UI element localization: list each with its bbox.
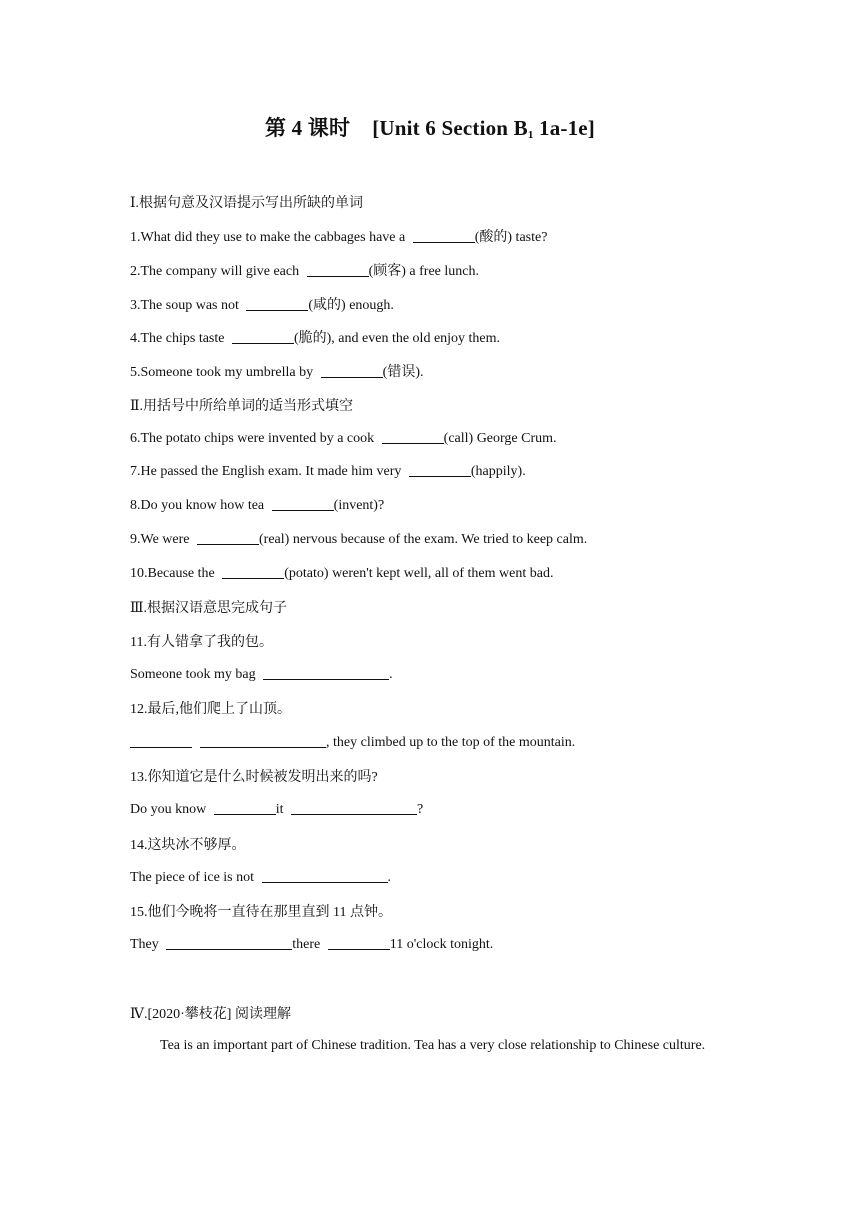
- section-2-heading: Ⅱ.用括号中所给单词的适当形式填空: [130, 399, 354, 414]
- question-9: 9.We were (real) nervous because of the exam. We tried to keep calm.: [130, 532, 588, 547]
- answer-blank[interactable]: [328, 935, 390, 950]
- answer-blank[interactable]: [214, 800, 276, 815]
- question-11-chinese: 11.有人错拿了我的包。: [130, 635, 273, 650]
- answer-blank[interactable]: [291, 800, 417, 815]
- question-14-chinese: 14.这块冰不够厚。: [130, 838, 246, 853]
- section-1-heading: Ⅰ.根据句意及汉语提示写出所缺的单词: [130, 196, 364, 211]
- question-1: 1.What did they use to make the cabbages have a (酸的) taste?: [130, 230, 548, 245]
- question-2: 2.The company will give each (顾客) a free lunch.: [130, 264, 480, 279]
- answer-blank[interactable]: [232, 329, 294, 344]
- answer-blank[interactable]: [272, 496, 334, 511]
- answer-blank[interactable]: [222, 564, 284, 579]
- answer-blank[interactable]: [382, 429, 444, 444]
- answer-blank[interactable]: [166, 935, 292, 950]
- page-title: [0, 112, 860, 142]
- answer-blank[interactable]: [200, 733, 326, 748]
- title-unit-subscript: 1: [527, 129, 534, 141]
- answer-blank[interactable]: [409, 462, 471, 477]
- question-8: 8.Do you know how tea (invent)?: [130, 498, 385, 513]
- question-7: 7.He passed the English exam. It made him very (happily).: [130, 464, 526, 479]
- question-13-chinese: 13.你知道它是什么时候被发明出来的吗?: [130, 770, 378, 785]
- answer-blank[interactable]: [263, 665, 389, 680]
- title-lesson: 第 4 课时: [264, 116, 351, 140]
- answer-blank[interactable]: [130, 733, 192, 748]
- title-unit-range: 1a-1e]: [533, 116, 596, 140]
- question-12-chinese: 12.最后,他们爬上了山顶。: [130, 702, 291, 717]
- question-15: They there 11 o'clock tonight.: [130, 937, 494, 952]
- question-4: 4.The chips taste (脆的), and even the old enjoy them.: [130, 331, 501, 346]
- question-5: 5.Someone took my umbrella by (错误).: [130, 365, 424, 380]
- question-13: Do you know it ?: [130, 802, 424, 817]
- question-10: 10.Because the (potato) weren't kept well, all of them went bad.: [130, 566, 554, 581]
- answer-blank[interactable]: [197, 530, 259, 545]
- question-14: The piece of ice is not .: [130, 870, 392, 885]
- question-11: Someone took my bag .: [130, 667, 393, 682]
- answer-blank[interactable]: [321, 363, 383, 378]
- answer-blank[interactable]: [262, 868, 388, 883]
- section-3-heading: Ⅲ.根据汉语意思完成句子: [130, 601, 288, 616]
- question-12: , they climbed up to the top of the mountain.: [130, 733, 575, 751]
- question-3: 3.The soup was not (咸的) enough.: [130, 298, 394, 313]
- question-15-chinese: 15.他们今晚将一直待在那里直到 11 点钟。: [130, 905, 392, 920]
- answer-blank[interactable]: [307, 262, 369, 277]
- answer-blank[interactable]: [413, 228, 475, 243]
- title-unit: [Unit 6 Section B: [372, 116, 528, 140]
- question-6: 6.The potato chips were invented by a cook (call) George Crum.: [130, 431, 557, 446]
- answer-blank[interactable]: [246, 296, 308, 311]
- section-4-heading: Ⅳ.[2020·攀枝花] 阅读理解: [130, 1007, 291, 1022]
- reading-passage: Tea is an important part of Chinese tradition. Tea has a very close relationship to Chinese culture.: [160, 1038, 706, 1053]
